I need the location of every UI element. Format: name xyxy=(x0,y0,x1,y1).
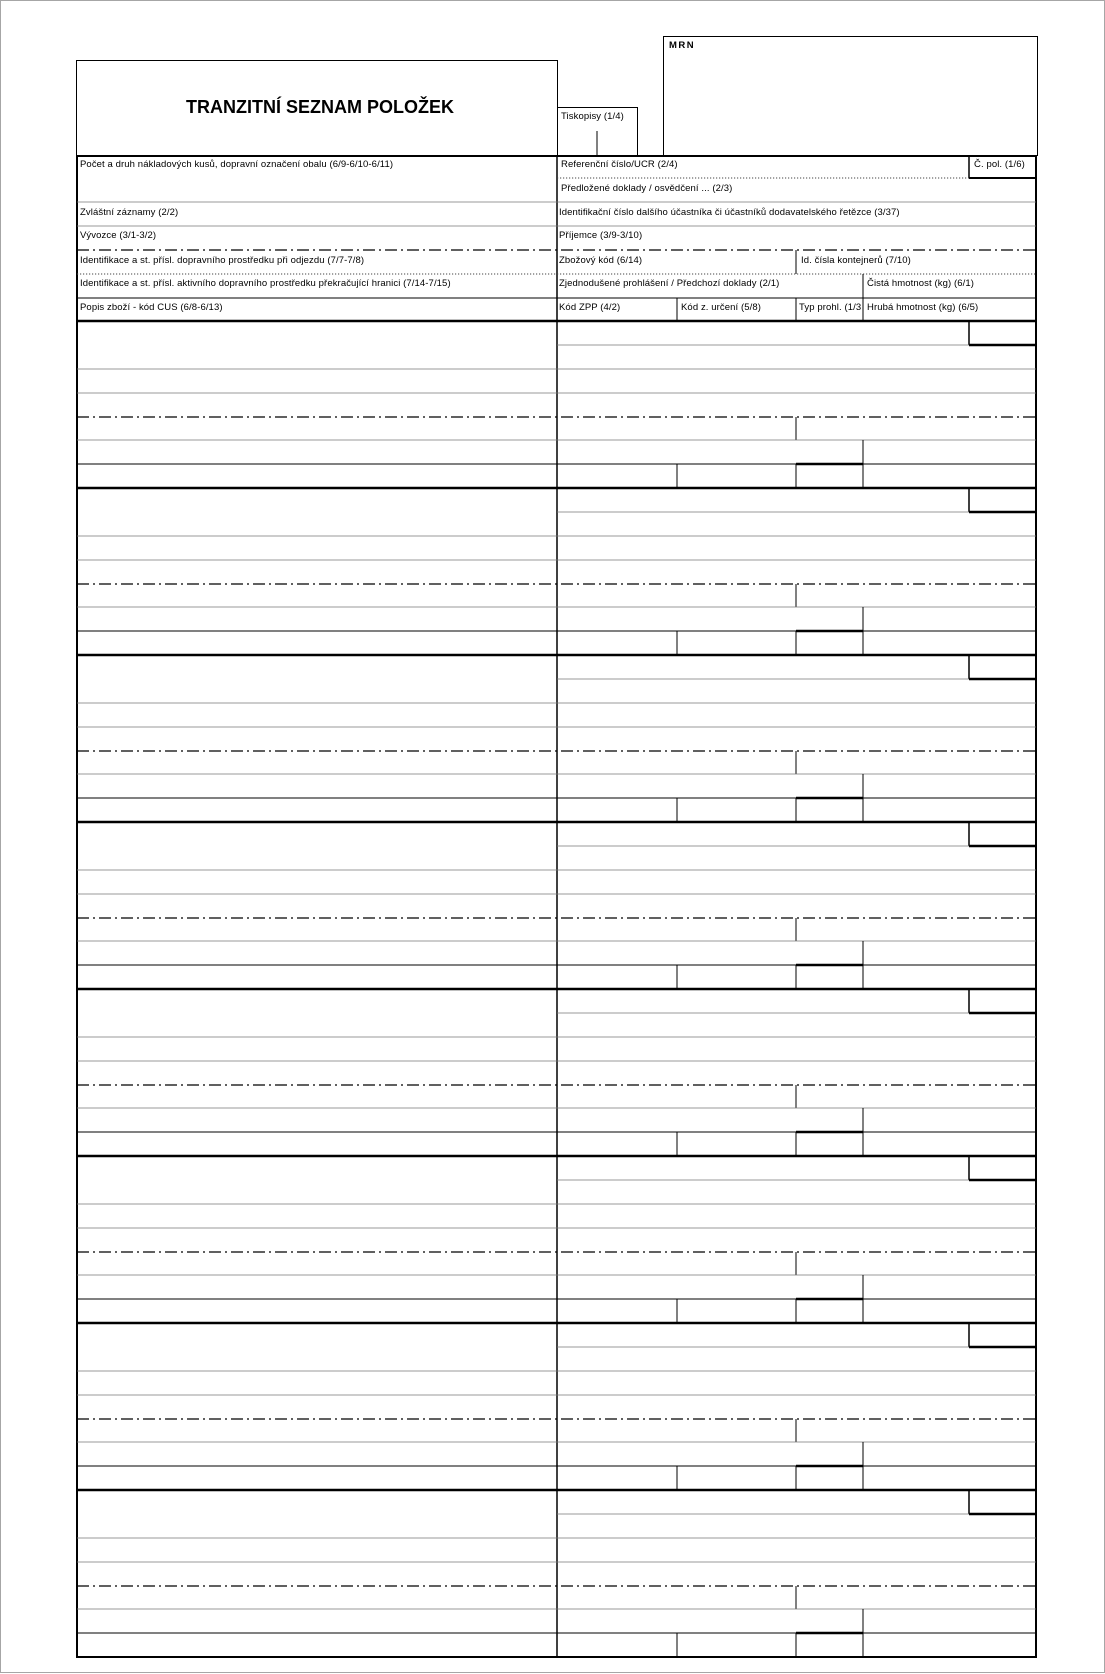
tiskopisy-label: Tiskopisy (1/4) xyxy=(561,111,624,122)
field-kod-zpp: Kód ZPP (4/2) xyxy=(559,302,621,313)
field-cislo-polozky: Č. pol. (1/6) xyxy=(974,159,1025,170)
field-predlozene-doklady: Předložené doklady / osvědčení ... (2/3) xyxy=(561,183,733,194)
field-pocet-druh: Počet a druh nákladových kusů, dopravní označení obalu (6/9-6/10-6/11) xyxy=(80,159,394,170)
field-popis-zbozi: Popis zboží - kód CUS (6/8-6/13) xyxy=(80,302,223,313)
field-prijemce: Příjemce (3/9-3/10) xyxy=(559,230,643,241)
field-identifikacni-cislo-ucastnika: Identifikační číslo dalšího účastníka či účastníků dodavatelského řetězce (3/37) xyxy=(559,207,900,218)
field-zvlastni-zaznamy: Zvláštní záznamy (2/2) xyxy=(80,207,179,218)
mrn-label: MRN xyxy=(669,40,696,51)
field-zbozovy-kod: Zbožový kód (6/14) xyxy=(559,255,643,266)
form-title: TRANZITNÍ SEZNAM POLOŽEK xyxy=(186,97,454,117)
field-referencni-cislo: Referenční číslo/UCR (2/4) xyxy=(561,159,678,170)
field-cista-hmotnost: Čistá hmotnost (kg) (6/1) xyxy=(867,278,975,289)
field-id-cisla-kontejneru: Id. čísla kontejnerů (7/10) xyxy=(801,255,911,266)
form-rules xyxy=(1,1,1105,1674)
field-identifikace-hranice: Identifikace a st. přísl. aktivního dopravního prostředku překračující hranici (7/14-7/15) xyxy=(80,278,451,289)
field-kod-zeme-urceni: Kód z. určení (5/8) xyxy=(681,302,762,313)
field-vyvozce: Vývozce (3/1-3/2) xyxy=(80,230,157,241)
field-hruba-hmotnost: Hrubá hmotnost (kg) (6/5) xyxy=(867,302,979,313)
field-typ-prohlaseni: Typ prohl. (1/3 xyxy=(799,302,862,313)
field-zjednodusene-prohlaseni: Zjednodušené prohlášení / Předchozí doklady (2/1) xyxy=(559,278,780,289)
field-identifikace-odjezd: Identifikace a st. přísl. dopravního prostředku při odjezdu (7/7-7/8) xyxy=(80,255,365,266)
